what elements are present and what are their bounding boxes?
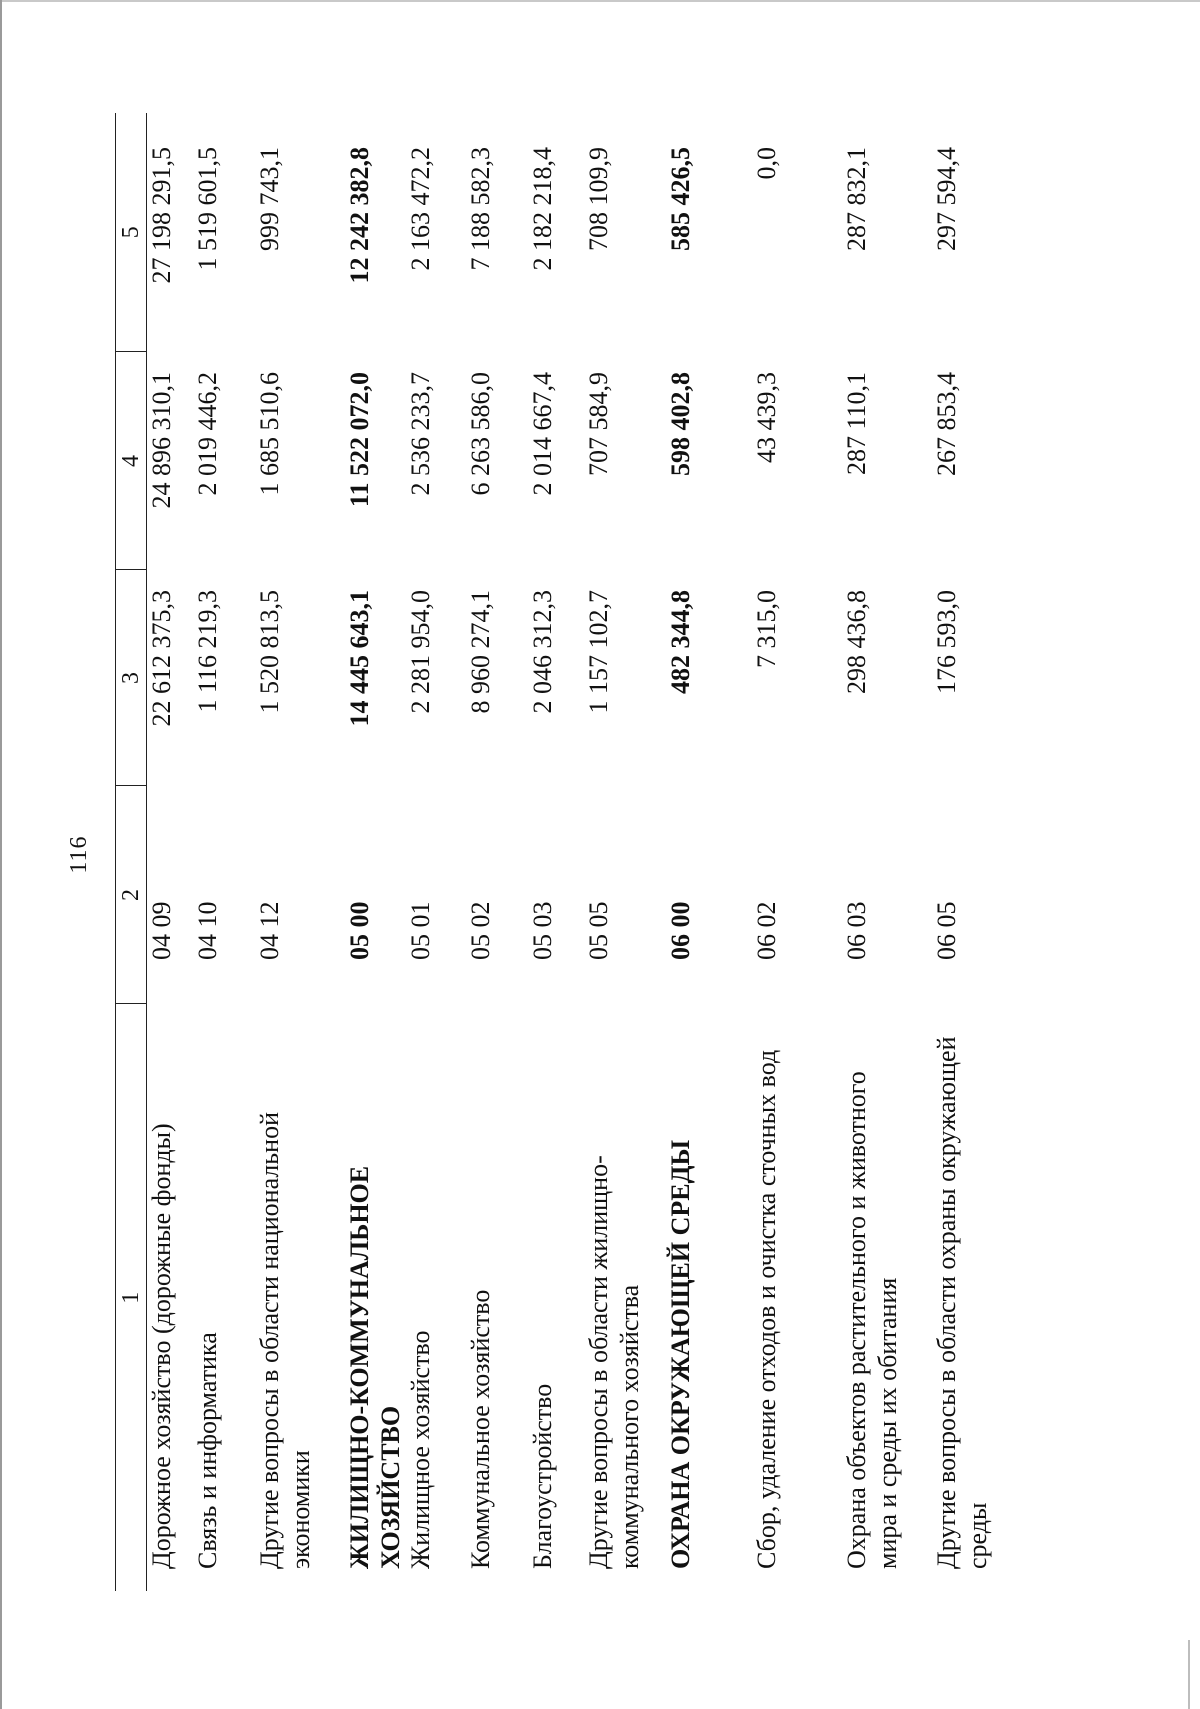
row-value-col3: 298 436,8 bbox=[842, 590, 872, 694]
column-header-3: 3 bbox=[116, 570, 147, 786]
row-value-col5: 27 198 291,5 bbox=[147, 147, 176, 284]
row-name: Другие вопросы в области национальной экономики bbox=[255, 1112, 315, 1569]
row-value-col3: 1 520 813,5 bbox=[255, 590, 284, 714]
row-code: 06 02 bbox=[752, 901, 782, 960]
row-value-col4: 1 685 510,6 bbox=[255, 372, 284, 496]
row-value-col5: 999 743,1 bbox=[255, 147, 284, 251]
row-value-col5: 0,0 bbox=[752, 147, 782, 180]
row-code: 05 03 bbox=[528, 901, 558, 960]
row-name: ОХРАНА ОКРУЖАЮЩЕЙ СРЕДЫ bbox=[666, 1140, 696, 1569]
column-header-4: 4 bbox=[116, 352, 147, 570]
row-value-col5: 12 242 382,8 bbox=[345, 147, 374, 284]
table-row bbox=[752, 113, 842, 1591]
row-name: Связь и информатика bbox=[193, 1332, 222, 1569]
row-code: 05 02 bbox=[466, 901, 496, 960]
table-row bbox=[466, 113, 528, 1591]
row-value-col3: 482 344,8 bbox=[666, 590, 696, 694]
row-value-col3: 7 315,0 bbox=[752, 590, 782, 668]
row-value-col3: 2 046 312,3 bbox=[528, 590, 558, 714]
row-code: 06 03 bbox=[842, 901, 872, 960]
row-value-col3: 22 612 375,3 bbox=[147, 590, 176, 727]
table-row-section bbox=[666, 113, 752, 1591]
table-row-section bbox=[345, 113, 406, 1591]
row-name: Жилищное хозяйство bbox=[406, 1330, 436, 1569]
row-value-col4: 287 110,1 bbox=[842, 372, 872, 476]
row-value-col3: 176 593,0 bbox=[932, 590, 962, 694]
row-value-col3: 1 157 102,7 bbox=[584, 590, 614, 714]
column-header-2: 2 bbox=[116, 786, 147, 1004]
row-value-col4: 11 522 072,0 bbox=[345, 372, 374, 508]
table-row bbox=[147, 113, 194, 1591]
table-row bbox=[584, 113, 666, 1591]
row-value-col4: 24 896 310,1 bbox=[147, 372, 176, 509]
row-name: Благоустройство bbox=[528, 1383, 558, 1569]
table-row bbox=[842, 113, 932, 1591]
row-value-col5: 585 426,5 bbox=[666, 147, 696, 251]
row-value-col4: 2 014 667,4 bbox=[528, 372, 558, 496]
row-name: Охрана объектов растительного и животного мира и среды их обитания bbox=[842, 1071, 903, 1569]
row-value-col4: 598 402,8 bbox=[666, 372, 696, 476]
page-number: 116 bbox=[66, 835, 92, 874]
column-header-5: 5 bbox=[116, 113, 147, 352]
row-name: Другие вопросы в области охраны окружающей среды bbox=[932, 1036, 993, 1569]
row-value-col5: 2 182 218,4 bbox=[528, 147, 558, 271]
row-value-col3: 1 116 219,3 bbox=[193, 590, 222, 713]
row-value-col4: 6 263 586,0 bbox=[466, 372, 496, 496]
row-code: 04 12 bbox=[255, 901, 284, 960]
column-header-1: 1 bbox=[116, 1004, 147, 1591]
row-value-col5: 1 519 601,5 bbox=[193, 147, 222, 271]
row-value-col5: 708 109,9 bbox=[584, 147, 614, 251]
row-value-col5: 297 594,4 bbox=[932, 147, 962, 251]
row-code: 06 00 bbox=[666, 901, 696, 960]
row-value-col5: 287 832,1 bbox=[842, 147, 872, 251]
row-value-col5: 7 188 582,3 bbox=[466, 147, 496, 271]
row-value-col3: 2 281 954,0 bbox=[406, 590, 436, 714]
row-code: 05 01 bbox=[406, 901, 436, 960]
row-value-col4: 43 439,3 bbox=[752, 372, 782, 463]
row-name: Другие вопросы в области жилищно-коммунального хозяйства bbox=[584, 1155, 645, 1569]
row-value-col3: 8 960 274,1 bbox=[466, 590, 496, 714]
row-name: Коммунальное хозяйство bbox=[466, 1289, 496, 1569]
row-value-col3: 14 445 643,1 bbox=[345, 590, 374, 727]
row-name: Дорожное хозяйство (дорожные фонды) bbox=[147, 1123, 176, 1569]
row-code: 04 10 bbox=[193, 901, 222, 960]
row-name: Сбор, удаление отходов и очистка сточных вод bbox=[752, 1049, 782, 1569]
table-row bbox=[932, 113, 1002, 1591]
row-code: 05 00 bbox=[345, 901, 374, 960]
table-row bbox=[193, 113, 255, 1591]
row-code: 05 05 bbox=[584, 901, 614, 960]
row-code: 06 05 bbox=[932, 901, 962, 960]
row-value-col4: 2 536 233,7 bbox=[406, 372, 436, 496]
row-value-col4: 267 853,4 bbox=[932, 372, 962, 476]
row-name: ЖИЛИЩНО-КОММУНАЛЬНОЕ ХОЗЯЙСТВО bbox=[345, 1165, 405, 1569]
table-row bbox=[255, 113, 345, 1591]
row-code: 04 09 bbox=[147, 901, 176, 960]
row-value-col4: 707 584,9 bbox=[584, 372, 614, 476]
row-value-col5: 2 163 472,2 bbox=[406, 147, 436, 271]
row-value-col4: 2 019 446,2 bbox=[193, 372, 222, 496]
table-row bbox=[406, 113, 466, 1591]
budget-table bbox=[115, 113, 1002, 1591]
table-row bbox=[528, 113, 584, 1591]
header-row bbox=[116, 113, 147, 1591]
